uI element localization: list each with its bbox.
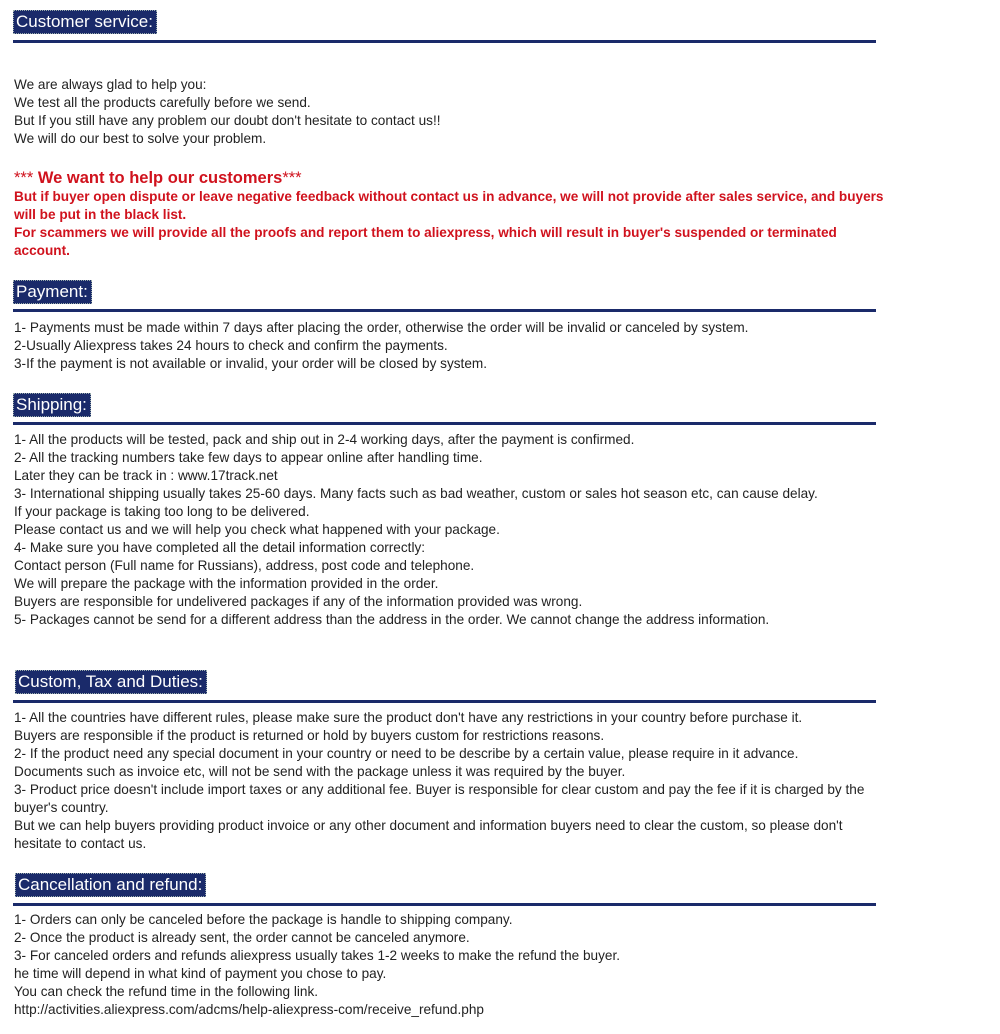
custom-tax-line: 2- If the product need any special document in your country or need to be describe by a certain value, please require in it advance. [14,746,799,761]
shipping-line: 3- International shipping usually takes 25-60 days. Many facts such as bad weather, custom or sales hot season etc, can cause delay. [14,486,818,501]
payment-text [14,319,884,373]
customer-service-line: But If you still have any problem our doubt don't hesitate to contact us!! [14,113,441,128]
custom-tax-line: But we can help buyers providing product invoice or any other document and information buyers need to clear the custom, so please don't hesitate to contact us. [14,818,843,851]
shipping-line: Later they can be track in : www.17track.net [14,468,278,483]
refund-text [14,911,884,1019]
warning-title-text: We want to help our customers [33,169,283,187]
customer-service-line: We test all the products carefully before we send. [14,95,311,110]
refund-line: You can check the refund time in the following link. [14,984,319,999]
shipping-line: Contact person (Full name for Russians), address, post code and telephone. [14,558,475,573]
customer-service-heading: Customer service: [13,10,157,34]
refund-line: 1- Orders can only be canceled before the package is handle to shipping company. [14,912,513,927]
custom-tax-line: 1- All the countries have different rules, please make sure the product don't have any restrictions in your country before purchase it. [14,710,803,725]
payment-line: 1- Payments must be made within 7 days after placing the order, otherwise the order will be invalid or canceled by system. [14,320,749,335]
custom-tax-line: Documents such as invoice etc, will not be send with the package unless it was required by the buyer. [14,764,626,779]
custom-tax-divider [13,700,876,703]
shipping-heading: Shipping: [13,393,91,417]
shipping-divider [13,422,876,425]
customer-service-line: We will do our best to solve your problem. [14,131,267,146]
custom-tax-line: Buyers are responsible if the product is returned or hold by buyers custom for restrictions reasons. [14,728,605,743]
shipping-line: 5- Packages cannot be send for a different address than the address in the order. We cannot change the address information. [14,612,770,627]
customer-service-line: We are always glad to help you: [14,77,207,92]
refund-heading: Cancellation and refund: [15,873,206,897]
shipping-line: If your package is taking too long to be delivered. [14,504,310,519]
shipping-line: We will prepare the package with the information provided in the order. [14,576,439,591]
refund-line: he time will depend in what kind of payment you chose to pay. [14,966,387,981]
refund-link[interactable]: http://activities.aliexpress.com/adcms/help-aliexpress-com/receive_refund.php [14,1002,484,1017]
customer-service-divider [13,40,876,43]
shipping-line: Please contact us and we will help you check what happened with your package. [14,522,500,537]
payment-line: 3-If the payment is not available or invalid, your order will be closed by system. [14,356,487,371]
custom-tax-text [14,709,884,853]
refund-line: 2- Once the product is already sent, the order cannot be canceled anymore. [14,930,470,945]
shipping-line: Buyers are responsible for undelivered packages if any of the information provided was wrong. [14,594,583,609]
payment-line: 2-Usually Aliexpress takes 24 hours to check and confirm the payments. [14,338,448,353]
shipping-line: 1- All the products will be tested, pack and ship out in 2-4 working days, after the payment is confirmed. [14,432,635,447]
refund-divider [13,903,876,906]
refund-line: 3- For canceled orders and refunds aliexpress usually takes 1-2 weeks to make the refund the buyer. [14,948,621,963]
payment-divider [13,309,876,312]
custom-tax-heading: Custom, Tax and Duties: [15,670,207,694]
warning-line: But if buyer open dispute or leave negative feedback without contact us in advance, we will not provide after sales service, and buyers will be put in the black list. [14,189,884,222]
payment-heading: Payment: [13,280,92,304]
shipping-line: 2- All the tracking numbers take few days to appear online after handling time. [14,450,483,465]
shipping-text [14,431,884,629]
warning-title [14,168,884,188]
customer-service-text [14,76,884,148]
warning-line: For scammers we will provide all the proofs and report them to aliexpress, which will result in buyer's suspended or terminated account. [14,225,837,258]
warning-notice [14,168,884,260]
warning-stars-right: *** [282,169,302,187]
shipping-line: 4- Make sure you have completed all the detail information correctly: [14,540,426,555]
warning-stars-left: *** [14,169,34,187]
custom-tax-line: 3- Product price doesn't include import taxes or any additional fee. Buyer is responsible for clear custom and pay the fee if it is charged by the buyer's country. [14,782,865,815]
